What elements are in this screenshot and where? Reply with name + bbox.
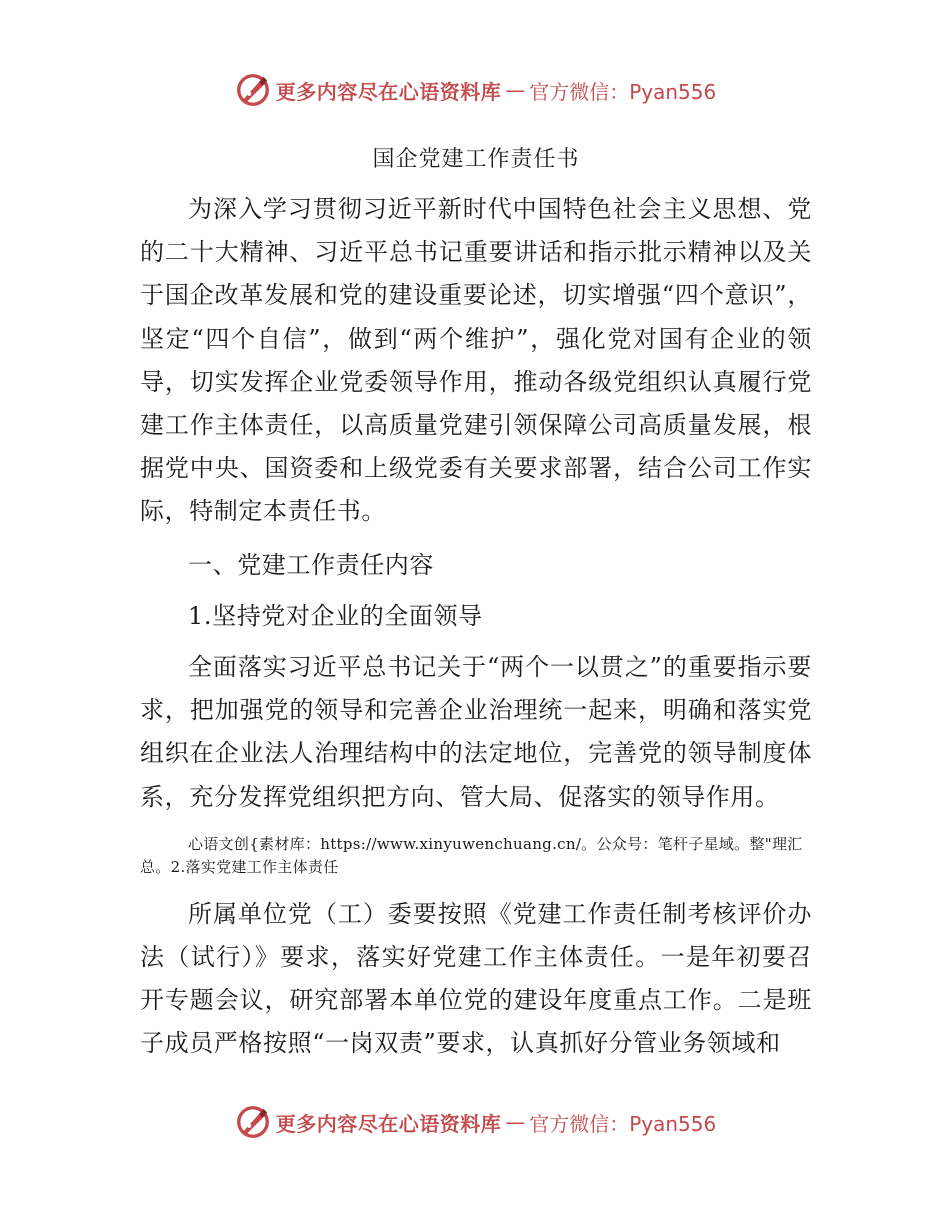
pen-logo-icon — [234, 1103, 272, 1141]
banner-library-text: 更多内容尽在心语资料库 — [275, 1111, 502, 1136]
banner-separator: — — [505, 1110, 526, 1134]
footer-watermark-banner — [0, 1100, 950, 1144]
banner-content — [234, 71, 717, 109]
intro-paragraph: 为深入学习贯彻习近平新时代中国特色社会主义思想、党的二十大精神、习近平总书记重要讲话和指示批示精神以及关于国企改革发展和党的建设重要论述，切实增强“四个意识”，坚定“四个自信”，做到“两个维护”，强化党对国有企业的领导，切实发挥企业党委领导作用，推动各级党组织认真履行党建工作主体责任，以高质量党建引领保障公司高质量发展，根据党中央、国资委和上级党委有关要求部署，结合公司工作实际，特制定本责任书。 — [140, 195, 812, 526]
header-watermark-banner — [0, 68, 950, 112]
banner-separator: — — [505, 78, 526, 102]
section-heading-1: 一、党建工作责任内容 — [188, 550, 434, 579]
banner-wechat-text: 官方微信：Pyan556 — [529, 1111, 717, 1136]
banner-wechat-text: 官方微信：Pyan556 — [529, 79, 717, 104]
banner-content — [234, 1103, 717, 1141]
document-body — [140, 138, 812, 1066]
banner-library-text: 更多内容尽在心语资料库 — [275, 79, 502, 104]
source-note: 心语文创{素材库：https://www.xinyuwenchuang.cn/。公众号：笔杆子星域。整"理汇总。2.落实党建工作主体责任 — [140, 834, 803, 876]
pen-logo-icon — [234, 71, 272, 109]
leadership-paragraph: 全面落实习近平总书记关于“两个一以贯之”的重要指示要求，把加强党的领导和完善企业治理统一起来，明确和落实党组织在企业法人治理结构中的法定地位，完善党的领导制度体系，充分发挥党组织把方向、管大局、促落实的领导作用。 — [140, 653, 812, 811]
subsection-heading-1: 1.坚持党对企业的全面领导 — [188, 601, 483, 630]
responsibility-paragraph: 所属单位党（工）委要按照《党建工作责任制考核评价办法（试行）》要求，落实好党建工作主体责任。一是年初要召开专题会议，研究部署本单位党的建设年度重点工作。二是班子成员严格按照“一岗双责”要求，认真抓好分管业务领域和 — [140, 899, 812, 1058]
document-title: 国企党建工作责任书 — [372, 147, 580, 172]
